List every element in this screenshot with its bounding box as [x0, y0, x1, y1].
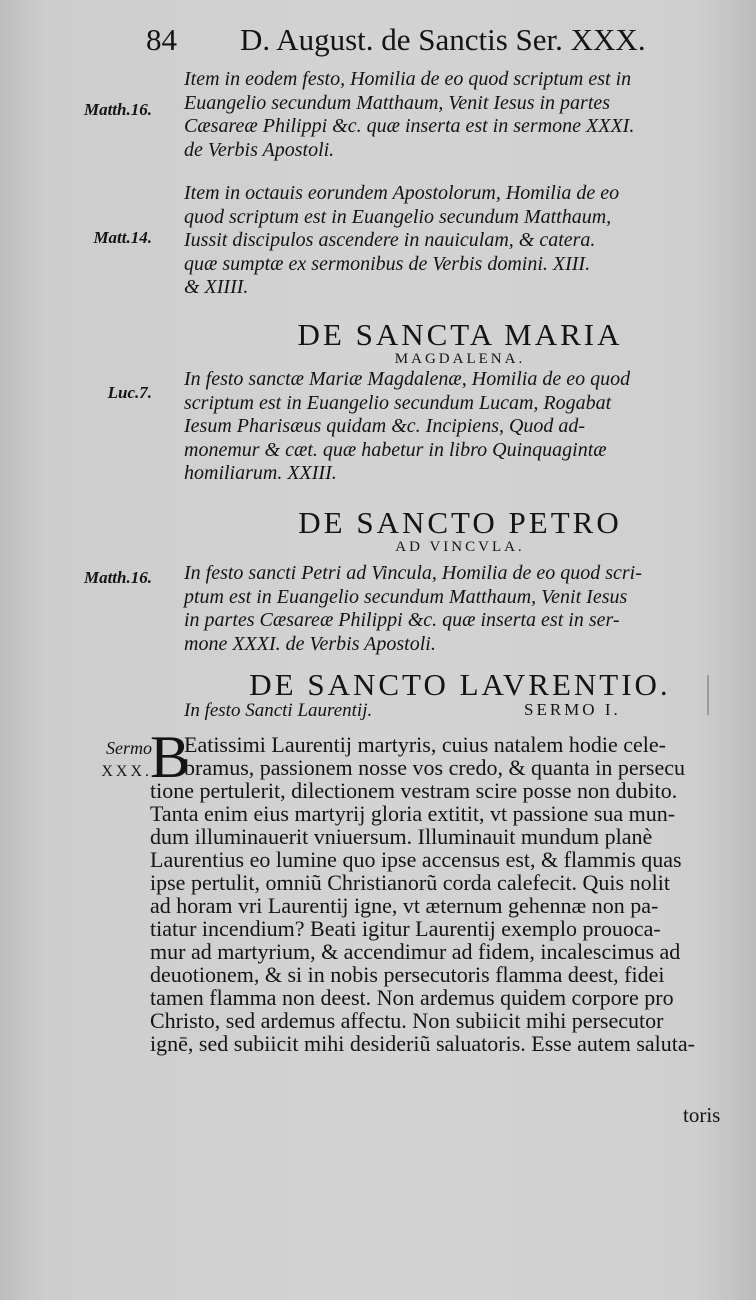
- text-line: dum illuminauerit vniuersum. Illuminauit mundum planè: [150, 824, 653, 849]
- text-line: Item in eodem festo, Homilia de eo quod scriptum est in: [184, 68, 632, 90]
- text-line: scriptum est in Euangelio secundum Lucam, Rogabat: [184, 391, 612, 414]
- text-line: tamen flamma non deest. Non ardemus quidem corpore pro: [150, 985, 674, 1010]
- text-line: In festo sancti Petri ad Vincula, Homilia de eo quod scri-: [184, 562, 642, 584]
- margin-note: Matth.16.: [83, 100, 152, 119]
- text-line: ad horam vri Laurentij igne, vt æternum gehennæ non pa-: [150, 893, 659, 918]
- text-line: homiliarum. XXIII.: [184, 462, 337, 484]
- text-line: bramus, passionem nosse vos credo, & quanta in persecu: [184, 755, 685, 780]
- sermon-number: SERMO I.: [524, 700, 621, 719]
- text-line: tiatur incendium? Beati igitur Laurentij exemplo prouoca-: [150, 916, 661, 941]
- running-title: D. August. de Sanctis Ser. XXX.: [240, 22, 646, 57]
- drop-cap: B: [150, 724, 191, 790]
- margin-note: Matth.16.: [83, 568, 152, 587]
- text-line: mur ad martyrium, & accendimur ad fidem, incalescimus ad: [150, 939, 681, 964]
- text-line: Iesum Pharisæus quidam &c. Incipiens, Quod ad-: [184, 415, 586, 437]
- text-line: Christo, sed ardemus affectu. Non subiicit mihi persecutor: [150, 1008, 664, 1033]
- text-line: ptum est in Euangelio secundum Matthaum, Venit Iesus: [184, 585, 628, 608]
- text-line: Item in octauis eorundem Apostolorum, Homilia de eo: [184, 182, 620, 204]
- text-line: & XIIII.: [184, 276, 249, 298]
- margin-note: Matt.14.: [93, 228, 152, 247]
- text-line: Laurentius eo lumine quo ipse accensus est, & flammis quas: [150, 847, 682, 872]
- text-line: mone XXXI. de Verbis Apostoli.: [184, 632, 436, 655]
- sermon-text: [150, 724, 740, 1056]
- entry-block: [184, 182, 724, 300]
- section-heading: DE SANCTA MARIA: [297, 317, 623, 352]
- margin-note: Luc.7.: [107, 383, 152, 402]
- text-line: Euangelio secundum Matthaum, Venit Iesus in partes: [184, 91, 611, 114]
- section-subheading: MAGDALENA.: [394, 351, 526, 367]
- catchword: toris: [683, 1103, 721, 1127]
- margin-note: Sermo: [106, 738, 152, 758]
- feast-label: In festo Sancti Laurentij.: [184, 700, 373, 721]
- text-line: tione pertulerit, dilectionem vestram scire posse non dubito.: [150, 778, 678, 803]
- margin-note: XXX.: [101, 763, 152, 780]
- text-line: monemur & cæt. quæ habetur in libro Quinquagintæ: [184, 438, 607, 461]
- text-line: quæ sumptæ ex sermonibus de Verbis domini. XIII.: [184, 252, 591, 275]
- text-line: Eatissimi Laurentij martyris, cuius natalem hodie cele-: [184, 732, 667, 757]
- entry-block: [184, 368, 724, 486]
- text-line: Cæsareæ Philippi &c. quæ inserta est in sermone XXXI.: [184, 115, 635, 137]
- section-subheading: AD VINCVLA.: [395, 539, 525, 555]
- page-number: 84: [146, 22, 177, 57]
- entry-block: [184, 68, 724, 162]
- text-line: in partes Cæsareæ Philippi &c. quæ inserta est in ser-: [184, 609, 620, 631]
- text-line: ignē, sed subiicit mihi desideriũ saluatoris. Esse autem saluta-: [150, 1031, 695, 1056]
- text-line: ipse pertulit, omniũ Christianorũ corda calefecit. Quis nolit: [150, 870, 670, 895]
- text-line: de Verbis Apostoli.: [184, 138, 335, 161]
- text-line: In festo sanctæ Mariæ Magdalenæ, Homilia de eo quod: [184, 368, 631, 390]
- text-line: Tanta enim eius martyrij gloria extitit, vt passione sua mun-: [150, 801, 676, 826]
- text-line: Iussit discipulos ascendere in nauiculam, & catera.: [184, 229, 596, 251]
- section-heading: DE SANCTO LAVRENTIO.: [249, 667, 671, 702]
- running-header: [146, 22, 746, 58]
- text-line: deuotionem, & si in nobis persecutoris flamma deest, fidei: [150, 962, 665, 987]
- sermon-subtitle: [184, 700, 684, 722]
- margin-rule: [707, 675, 709, 715]
- text-line: quod scriptum est in Euangelio secundum Matthaum,: [184, 205, 612, 228]
- entry-block: [184, 562, 724, 656]
- section-heading: DE SANCTO PETRO: [298, 505, 622, 540]
